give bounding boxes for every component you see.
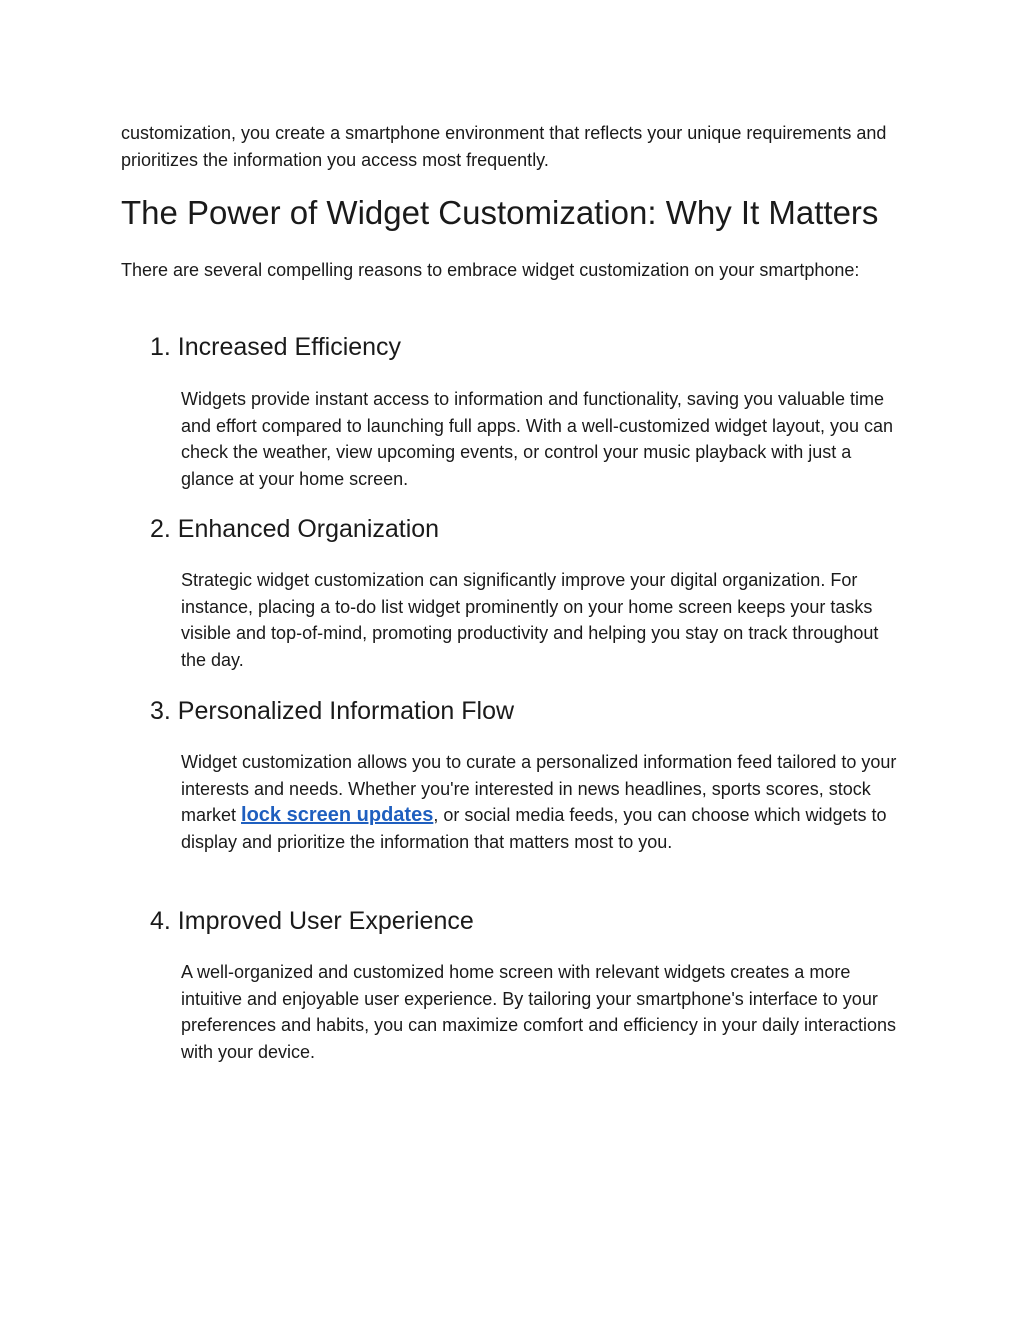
section-body-improved-user-experience: A well-organized and customized home screen with relevant widgets creates a more intuitive and enjoyable user experience. By tailoring your smartphone's interface to your preferences and habits, you can maximize comfort and efficiency in your daily interactions with your device. [181, 962, 897, 1063]
section-title-increased-efficiency: 1. Increased Efficiency [150, 333, 402, 361]
section-body-increased-efficiency: Widgets provide instant access to information and functionality, saving you valuable time and effort compared to launching full apps. With a well-customized widget layout, you can check the weather, view upcoming events, or control your music playback with just a glance at your home screen. [181, 389, 894, 490]
intro-paragraph: customization, you create a smartphone environment that reflects your unique requirements and prioritizes the information you access most frequently. [121, 123, 887, 170]
lock-screen-updates-link[interactable]: lock screen updates [241, 804, 434, 827]
section-body-text-after-link: , or social media feeds, you can choose which widgets to display and prioritize the information that matters most to you. [181, 805, 887, 853]
page-heading: The Power of Widget Customization: Why It Matters [121, 194, 879, 231]
lead-paragraph: There are several compelling reasons to embrace widget customization on your smartphone: [121, 260, 860, 280]
section-body-personalized-information-flow [181, 749, 906, 856]
section-title-personalized-information-flow: 3. Personalized Information Flow [150, 697, 515, 725]
section-body-text-before-link: Widget customization allows you to curate a personalized information feed tailored to your interests and needs. Whether you're interested in news headlines, sports scores, stock market [181, 752, 897, 826]
section-title-enhanced-organization: 2. Enhanced Organization [150, 515, 440, 543]
section-title-improved-user-experience: 4. Improved User Experience [150, 907, 474, 935]
section-body-enhanced-organization: Strategic widget customization can significantly improve your digital organization. For instance, placing a to-do list widget prominently on your home screen keeps your tasks visible and top-of-mind, promoting productivity and helping you stay on track throughout the day. [181, 570, 879, 671]
